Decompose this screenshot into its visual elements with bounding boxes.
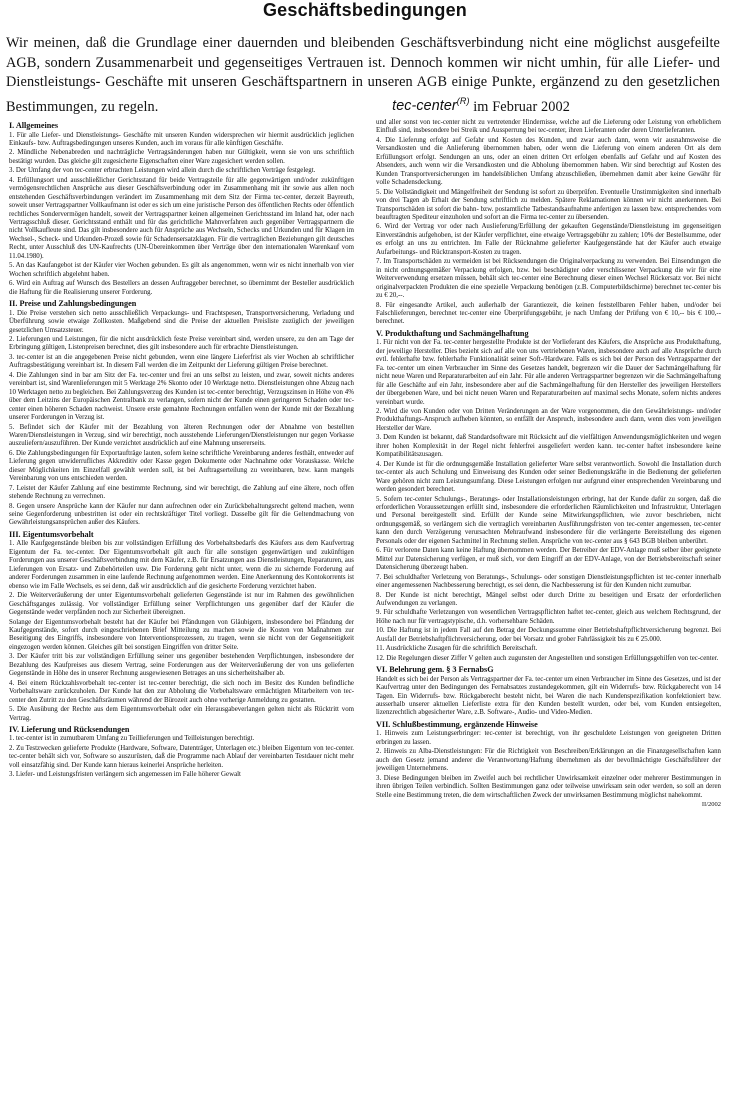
section-heading: III. Eigentumsvorbehalt [9, 529, 94, 539]
clause-paragraph: und aller sonst von tec-center nicht zu vertretender Hindernisse, welche auf die Lieferung oder Leistung von erheblichem Einfluß sind, insbesondere bei Streik und Aussperrung bei tec-center, ihren Lieferanten oder deren Unterlieferanten. [376, 119, 721, 135]
right-column [376, 119, 721, 1114]
clause-paragraph: 2. Die Weiterveräußerung der unter Eigentumsvorbehalt gelieferten Gegenstände ist nur im Rahmen des gewöhnlichen Geschäftsganges zulässig. Vor vollständiger Erfüllung seiner Verpflichtungen uns gegenüber darf der Käufer die Gegenstände weder verpfänden noch zur Sicherheit übereignen. [9, 592, 354, 617]
section-heading: V. Produkthaftung und Sachmängelhaftung [376, 328, 529, 338]
clause-paragraph: 1. Für alle Liefer- und Dienstleistungs- Geschäfte mit unseren Kunden widersprechen wir hiermit ausdrücklich jeglichen Einkaufs- bzw. Auftragsbedingungen unseres Kunden, auch im voraus für alle künftigen Geschäfte. [9, 131, 354, 147]
clause-paragraph: 6. Wird der Vertrag vor oder nach Auslieferung/Erfüllung der gekauften Gegenstände/Dienstleistung im gegenseitigen Einverständnis aufgehoben, ist der Käufer verpflichtet, eine etwaige Vertragsgebühr zu zahlen; 10% der Bestellsumme, oder es erfolgt an uns zu entrichten. Im Falle der Rücknahme gelieferter Kaufgegenstände hat der Käufer auch etwaige Aufarbeitungs- und Rücktransport-Kosten zu tragen. [376, 223, 721, 256]
clause-paragraph: 6. Für verlorene Daten kann keine Haftung übernommen werden. Der Betreiber der EDV-Anlage muß selber über geeignete Mittel zur Datensicherung verfügen, er muß sich, vor dem Eingriff an der EDV-Anlage, von der Betriebsbereitschaft seiner Datensicherung überzeugt haben. [376, 547, 721, 572]
clause-paragraph: 4. Der Kunde ist für die ordnungsgemäße Installation gelieferter Ware selbst verantwortlich. Sowohl die Installation durch tec-center als auch Schulung und Einweisung des Kunden oder seiner Bedienungskräfte in die Bedienung der gelieferten Ware gehören nicht zum Leistungsumfang. Diese Leistungen erfolgen nur aufgrund einer entsprechenden Vereinbarung und werden gesondert berechnet. [376, 460, 721, 494]
clause-paragraph: 4. Bei einem Rückzahlsvorbehalt tec-center ist tec-center berechtigt, die sich noch im Besitz des Kunden befindliche Vorbehaltsware zurückzuholen. Der Kunde hat den zur Abholung die Vorbehaltsware ermächtigten Mitarbeitern von tec-center den Zutritt zu den Geschäftsräumen während der Bürozeit auch ohne vorherige Anmeldung zu gestatten. [9, 679, 354, 704]
clause-paragraph: 1. Alle Kaufgegenstände bleiben bis zur vollständigen Erfüllung des Vorbehaltsbedarfs des Käufers aus dem Kaufvertrag Eigentum der Fa. tec-center. Der Eigentumsvorbehalt gilt auch für alle sonstigen gegenwärtigen und zukünftigen Forderungen aus unserer Geschäftsverbindung mit dem Käufer, z.B. für Ersatzungen aus Dienstleistungen, Reparaturen, aus Lieferungen von Ersatz- und Zubehörteilen usw. Die Forderung geht nicht unter, wenn die zu sichernde Forderung auf anderer Forderungen zusammen in eine laufende Rechnung aufgenommen werden. Eine Anerkennung des Kontokorrents ist ebenso wie im Falle Wechsels, es sei denn, daß wir ausdrücklich auf die gesicherte Forderung verzichtet haben. [9, 540, 354, 590]
left-column [9, 119, 354, 1114]
section-heading: IV. Lieferung und Rücksendungen [9, 724, 130, 734]
section-heading: VII. Schlußbestimmung, ergänzende Hinweise [376, 719, 538, 729]
clause-paragraph: 1. tec-center ist in zumutbarem Umfang zu Teillieferungen und Teilleistungen berechtigt. [9, 735, 255, 743]
clause-paragraph: 6. Die Zahlungsbedingungen für Exportaufträge lauten, sofern keine schriftliche Vereinbarung anderes festhält, entweder auf Lieferung gegen unwiderrufliches Akkreditiv oder Kasse gegen Dokumente oder Nachnahme oder Vorauskasse. Welche dieser Möglichkeiten im Einzelfall gewählt werden soll, ist bei Auftragserteilung zu vereinbaren, bzw. kann mangels Vereinbarung von uns entschieden werden. [9, 449, 354, 483]
clause-paragraph: 1. Die Preise verstehen sich netto ausschließlich Verpackungs- und Frachtspesen, Transportversicherung, Verladung und Überführung sowie etwaige Zollkosten. Maßgebend sind die Preise der aktuellen Preisliste zuzüglich der jeweiligen gesetzlichen Umsatzsteuer. [9, 309, 354, 334]
clause-paragraph: Handelt es sich bei der Person als Vertragspartner der Fa. tec-center um einen Verbraucher im Sinne des Gesetzes, und ist der Kaufvertrag unter den Bedingungen des Fernabsatzes zustandegekommen, gilt ein Widerrufs- bzw. Rückgaberecht von 14 Tagen. Ein Widerrufs- bzw. Rückgaberecht besteht nicht, bei Waren die nach Kundenspezifikation konfektioniert bzw. ausserhalb unserer aktuellen Lieferliste extra für den Kunden bestellt wurden, oder bei, vom Kunden entsiegelten, lizenzrechtlich abgesicherter Ware, z.B. Software-, Audio- und Video-Medien. [376, 675, 721, 717]
clause-paragraph: 3. Der Käufer tritt bis zur vollständigen Erfüllung seiner uns gegenüber bestehenden Verpflichtungen, insbesondere der Bezahlung des Kaufpreises aus diesem Vertrag, seine Forderungen aus der Weiterveräußerung der von uns gelieferten Gegenstände in Höhe des in unserer Rechnung ausgewiesenen Betrages an uns sicherheitshalber ab. [9, 653, 354, 678]
clause-paragraph: 3. tec-center ist an die angegebenen Preise nicht gebunden, wenn eine längere Lieferfrist als vier Wochen ab schriftlicher Auftragsbestätigung vereinbart ist. In diesem Fall werden die im Zeitpunkt der Lieferung gültigen Preise berechnet. [9, 353, 354, 370]
intro-date: im Februar 2002 [473, 98, 571, 115]
clause-paragraph: 3. Liefer- und Leistungsfristen verlängern sich angemessen im Falle höherer Gewalt [9, 771, 241, 779]
clause-paragraph: 5. Die Vollständigkeit und Mängelfreiheit der Sendung ist sofort zu überprüfen. Eventuelle Unstimmigkeiten sind innerhalb von drei Tagen ab Erhalt der Sendung schriftlich zu melden. Spätere Reklamationen können wir nicht anerkennen. Bei Transportschäden ist sofort die bahn- bzw. postamtliche Tatbestandsaufnahme anfertigen zu lassen bzw. entsprechendes vom beauftragten Spediteur einzuholen und sofort an die Firma tec-center zu übersenden. [376, 188, 721, 221]
clause-paragraph: 2. Hinweis zu Alba-Dienstleistungen: Für die Richtigkeit von Beschreiben/Erklärungen an die Finanzgesellschaften kann auch den Gesetz jemand anderer die Verantwortung/Haftung übernehmen als der bevollmächtigte Geschäftsführer der jeweiligen Unternehmens. [376, 748, 721, 773]
page-title: Geschäftsbedingungen [262, 0, 468, 20]
section-heading: I. Allgemeines [9, 121, 59, 130]
clause-paragraph: 4. Die Zahlungen sind in bar am Sitz der Fa. tec-center und frei an uns selbst zu leisten, und zwar, soweit nichts anderes vereinbart ist, sind Warenlieferungen mit 5 Werktage 2% Skonto oder 10 Werktage netto. Dienstleistungen ohne Abzug nach 10 Werktagen netto zu begleichen. Bei Zahlungsverzug des Kunden ist tec-center berechtigt, Verzugszinsen in Höhe von 4% über dem Leitzins der Europäischen Zentralbank zu verlangen, sofern nicht der Kunde einen geringeren Schaden oder tec-center einen höheren Schaden nachweist. Unsere erste gemahnte Rechnungen entfallen wenn der Kunde mit der Bezahlung unserer Forderungen in Verzug ist. [9, 371, 354, 422]
clause-paragraph: 5. Befindet sich der Käufer mit der Bezahlung von älteren Rechnungen oder der Abnahme von bestellten Waren/Dienstleistungen in Verzug, sind wir berechtigt, noch ausstehende Lieferungen/Dienstleistungen nur gegen Vorkasse auszuliefern/auszuführen. Der Kunde verzichtet ausdrücklich auf eine Mahnung unsererseits. [9, 423, 354, 448]
clause-paragraph: 5. An das Kaufangebot ist der Käufer vier Wochen gebunden. Es gilt als angenommen, wenn wir es nicht innerhalb von vier Wochen schriftlich abgelehnt haben. [9, 262, 354, 278]
clause-paragraph: 11. Ausdrückliche Zusagen für die schriftlich Bereitschaft. [376, 645, 538, 653]
clause-paragraph: 3. Diese Bedingungen bleiben im Zweifel auch bei rechtlicher Unwirksamkeit einzelner oder mehrerer Bestimmungen in ihren übrigen Teilen verbindlich. Sollten Bestimmungen ganz oder teilweise unwirksam sein oder werden, so soll an deren Stelle eine Bestimmung treten, die dem wirtschaftlichen Zweck der unwirksamen Bestimmung möglichst nahekommt. [376, 774, 721, 799]
clause-paragraph: 2. Mündliche Nebenabreden und nachträgliche Vertragsänderungen haben nur Gültigkeit, wenn sie von uns schriftlich bestätigt wurden. Das gleiche gilt zugesicherte Eigenschaften einer Ware zugesichert werden sollen. [9, 149, 354, 165]
clause-paragraph: 10. Die Haftung ist in jedem Fall auf den Betrag der Deckungssumme einer Betriebshaftpflichtversicherung begrenzt. Bei Ausfall der Betriebshaftpflichtversicherung, oder bei Vorsatz und grober Fahrlässigkeit bis zu € 25.000. [376, 627, 721, 643]
clause-paragraph: 7. Leistet der Käufer Zahlung auf eine bestimmte Rechnung, sind wir berechtigt, die Zahlung auf eine ältere, noch offen stehende Rechnung zu verrechnen. [9, 484, 354, 501]
clause-paragraph: 12. Die Regelungen dieser Ziffer V gelten auch zugunsten der Angestellten und sonstigen Erfüllungsgehilfen von tec-center. [376, 654, 719, 662]
brand-name: tec-center$^{(R)}$ [392, 96, 470, 115]
terms-columns [9, 119, 721, 1114]
brand-mark: (R) [456, 96, 470, 107]
clause-paragraph: 6. Wird ein Auftrag auf Wunsch des Bestellers an dessen Auftraggeber berechnet, so übernimmt der Besteller ausdrücklich die Haftung für die Realisierung unserer Forderung. [9, 280, 354, 296]
clause-paragraph: 1. Für nicht von der Fa. tec-center hergestellte Produkte ist der Vorlieferant des Käufers, die Ansprüche aus Produkthaftung, der jeweilige Hersteller. Dies bezieht sich auf alle von uns vertriebenen Waren, insbesondere auch auf alle Ansprüche durch evtl. fehlerhafte bzw. fehlerhafte Funktionalität seiner Soft-/Hardware. Falls es sich bei der Person des Vertragspartner der Fa. tec-center um einen Verbraucher im Sinne des Gesetzes handelt, begrenzen wir die Dauer der Sachmängelhaftung für nicht neue Waren und Reparaturarbeiten auf ein Jahr. Für alle anderen Vertragspartner begrenzen wir die Sachmängelhaftung für alle Geschäfte auf ein Jahr, insbesondere aber auf die Sachmängelhaftung für den Hersteller des jeweiligen Herstellers der übergebenen Ware, und bei nicht neuen Waren und Reparaturarbeiten auf maximal sechs Monate, sofern nichts anderes vereinbart wurde. [376, 339, 721, 406]
clause-paragraph: 5. Sofern tec-center Schulungs-, Beratungs- oder Installationsleistungen erbringt, hat der Kunde dafür zu sorgen, daß die erforderlichen Voraussetzungen erfüllt sind, insbesondere die erforderlichen Räumlichkeiten und Infrastruktur, Unterlagen und Personal bereitgestellt sind. Erfüllt der Kunde seine Mitwirkungspflichten, wie zuvor beschrieben, nicht ordnungsgemäß, so verlängern sich die vertraglich vereinbarten Ausführungsfristen von tec-center angemessen, tec-center kann den durch Verzögerung verursachten Mehraufwand insbesondere für die verlängerte Bereitstellung des eigenen Personals oder der eigenen Sachmittel in Rechnung stellen. Ansprüche von tec-center aus § 643 BGB bleiben unberührt. [376, 495, 721, 545]
intro-text: Wir meinen, daß die Grundlage einer dauernden und bleibenden Geschäftsverbindung nicht eine möglichst ausgefeilte AGB, sondern Zusammenarbeit und gegenseitiges Vertrauen ist. Dennoch kommen wir nicht umhin, für alle Liefer- und Dienstleistungs- Geschäfte mit unseren Geschäftspartnern in unseren AGB einige Punkte, ergänzend zu den gesetzlichen Bestimmungen, zu regeln. [6, 35, 720, 115]
clause-paragraph: 3. Der Umfang der von tec-center erbrachten Leistungen wird allein durch die schriftlichen Verträge festgelegt. [9, 167, 316, 175]
clause-paragraph: 4. Die Lieferung erfolgt auf Gefahr und Kosten des Kunden, und zwar auch dann, wenn wir ausnahmsweise die Versandkosten und die Anlieferung übernommen haben, oder wenn die Lieferung von einem anderen Ort als dem Erfüllungsort erfolgt. Sendungen an uns, oder an einen dritten Ort erfolgen ebenfalls auf Gefahr und auf Kosten des Absenders, auch wenn wir die Versandkosten und die Abholung übernommen haben. Wir sind berechtigt auf Kosten des Kunden Transportversicherungen im handelsüblichen Umfang abzuschließen, übernehmen damit aber keine Gewähr für volle Schadensdeckung. [376, 136, 721, 187]
clause-paragraph: 9. Für schuldhafte Verletzungen von wesentlichen Vertragspflichten haftet tec-center, gleich aus welchem Rechtsgrund, der Höhe nach nur für vertragstypische, d.h. vorhersehbare Schäden. [376, 609, 721, 625]
clause-paragraph: 7. Im Transportschäden zu vermeiden ist bei Rücksendungen die Originalverpackung zu verwenden. Bei Einsendungen die in nicht ordnungsgemäßer Verpackung erfolgen, bzw. bei beschädigter oder verschlissener Verpackung die wir für eine Weiterverwendung ersetzen müssen, behält sich tec-center eine Berechnung dieser einen Wechsel Rückersatz vor. Bei nicht originalverpackten Produkten die eine spezielle Verpackung benötigen (z.B. Computerbildschirme) berechnet tec-center bis zu € 20,--. [376, 258, 721, 300]
clause-paragraph: 2. Zu Testzwecken gelieferte Produkte (Hardware, Software, Datenträger, Unterlagen etc.) bleiben Eigentum von tec-center. tec-center behält sich vor, Software so auszurüsten, daß die Programme nach Ablauf der vereinbarten Testdauer nicht mehr voll einsatzfähig sind. Der Kunde kann hieraus keinerlei Ansprüche herleiten. [9, 744, 354, 769]
clause-paragraph: 8. Für eingesandte Artikel, auch außerhalb der Garantiezeit, die keinen feststellbaren Fehler haben, und/oder bei Falschlieferungen, berechnet tec-center eine Überprüfungsgebühr, je nach Umfang der Prüfung von € 10,-- bis € 100,-- berechnet. [376, 301, 721, 326]
clause-paragraph: 1. Hinweis zum Leistungserbringer: tec-center ist berechtigt, von ihr geschuldete Leistungen von geeigneten Dritten erbringen zu lassen. [376, 730, 721, 746]
clause-paragraph: 2. Wird die von Kunden oder von Dritten Veränderungen an der Ware vorgenommen, die den Gewährleistungs- und/oder Produkthaftungs-Anspruch aufheben könnten, so entfällt der Anspruch, insbesondere auch dann, wenn dies vom jeweiligen Hersteller der Ware. [376, 408, 721, 432]
section-heading: II. Preise und Zahlungsbedingungen [9, 299, 137, 309]
intro-paragraph [6, 34, 720, 117]
clause-paragraph: 8. Gegen unsere Ansprüche kann der Käufer nur dann aufrechnen oder ein Zurückbehaltungsrecht geltend machen, wenn seine Gegenforderung unbestritten ist oder ein rechtskräftiger Titel vorliegt. Dasselbe gilt für die Geltendmachung von Gewährleistungsansprüchen außer des Käufers. [9, 502, 354, 527]
clause-paragraph: 4. Erfüllungsort und ausschließlicher Gerichtsstand für beide Vertragsteile für alle gegenwärtigen und/oder zukünftigen vermögensrechtlichen Ansprüche aus dieser Geschäftsverbindung oder im Zusammenhang mit ihr sowie aus allen noch entstehenden Geschäftsverbindungen verändert im Zusammenhang mit dem Sitz der Firma tec-center, derzeit Bayreuth, soweit unser Vertragspartner Vollkaufmann ist oder es sich um eine juristische Person des öffentlichen Rechts oder öffentlich rechtliches Sondervermögen handelt, soweit der Vertragspartner keinen allgemeinen Gerichtsstand im Inland hat, oder nach Vertragsschluß dieser. Gerichtsstand enthält und für das gerichtliche Mahnverfahren auch gegenüber Vertragspartnern die nicht Vollkaufleute sind. Das gilt insbesondere auch für Ansprüche aus Wechseln, Schecks und Urkunden und für Klagen im Wechsel-, Scheck- und Urkunden-Prozeß sowie für Schadensersatzklagen. Für die vertraglichen Beziehungen gilt deutsches Recht, unter Ausschluß des UN-Kaufrechts (UN-Übereinkommen über Verträge über den internationalen Warenkauf vom 11.04.1980). [9, 176, 354, 260]
clause-paragraph: 3. Dem Kunden ist bekannt, daß Standardsoftware mit Rücksicht auf die vielfältigen Anwendungsmöglichkeiten und wegen ihrer hohen Komplexität in der Regel nicht fehlerfrei ausgeliefert werden kann. tec-center haftet insbesondere keine Kompatibilitätszusagen. [376, 434, 721, 459]
footer-code: II/2002 [701, 801, 721, 809]
clause-paragraph: 5. Die Ausübung der Rechte aus dem Eigentumsvorbehalt oder ein Herausgabeverlangen gelten nicht als Rücktritt vom Vertrag. [9, 706, 354, 722]
section-heading: VI. Belehrung gem. § 3 FernabsG [376, 665, 494, 675]
clause-paragraph: Solange der Eigentumsvorbehalt besteht hat der Käufer bei Pfändungen von Gläubigern, insbesondere bei Pfändung der Kaufgegenstände, sofort durch eingeschriebenen Brief Mitteilung zu machen sowie die Kosten von Maßnahmen zur Beseitigung des Eingriffs, insbesondere von Interventionsprozessen, zu tragen, wenn sie nicht von der Gegenseitigkeit eingezogen werden können. Gleiches gilt bei sonstigen Eingriffen von dritter Seite. [9, 618, 354, 651]
clause-paragraph: 7. Bei schuldhafter Verletzung von Beratungs-, Schulungs- oder sonstigen Dienstleistungspflichten ist tec-center innerhalb einer angemessenen Nachbesserung berechtigt, es sei denn, die Nachbesserung ist für den Kunden nicht zumutbar. [376, 573, 721, 590]
clause-paragraph: 2. Lieferungen und Leistungen, für die nicht ausdrücklich feste Preise vereinbart sind, werden unsere, zu den am Tage der Erbringung gültigen, Listenpreisen berechnet, dies gilt insbesondere auch für erbrachte Dienstleistungen. [9, 335, 354, 352]
clause-paragraph: 8. Der Kunde ist nicht berechtigt, Mängel selbst oder durch Dritte zu beseitigen und Ersatz der erforderlichen Aufwendungen zu verlangen. [376, 591, 721, 607]
